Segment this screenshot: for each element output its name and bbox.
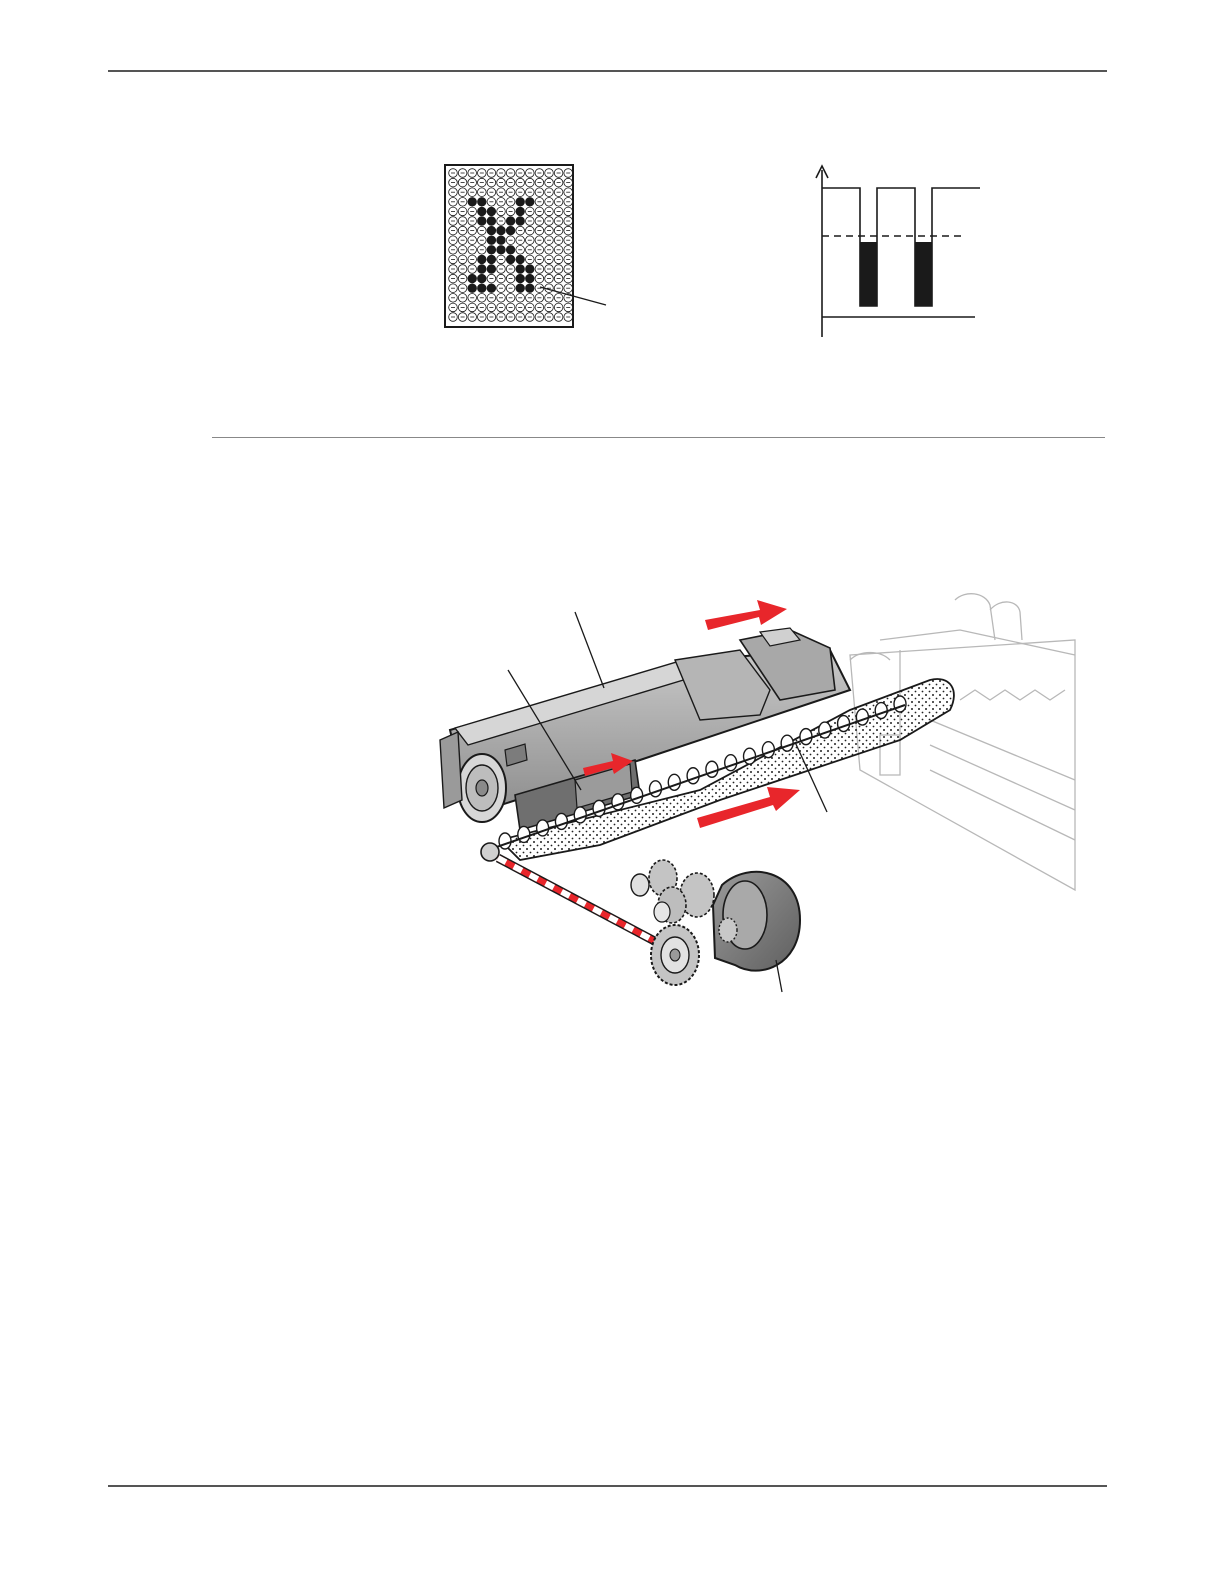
gear-train-icon — [631, 860, 714, 985]
auger-coil — [612, 794, 624, 810]
auger-coil — [894, 696, 906, 712]
auger-coil — [800, 729, 812, 745]
auger-coil — [725, 755, 737, 771]
cartridge-callout-line — [575, 612, 604, 688]
arrow-top-icon — [705, 600, 787, 630]
auger-coil — [875, 703, 887, 719]
auger-coil — [574, 807, 586, 823]
auger-coil — [518, 826, 530, 842]
auger-coil — [631, 787, 643, 803]
auger-coil — [649, 781, 661, 797]
auger-coil — [781, 735, 793, 751]
auger-coil — [744, 748, 756, 764]
auger-coil — [537, 820, 549, 836]
auger-coil — [838, 716, 850, 732]
auger-coil — [593, 800, 605, 816]
auger-coil — [555, 813, 567, 829]
auger-coil — [687, 768, 699, 784]
auger-coil — [819, 722, 831, 738]
auger-coil — [706, 761, 718, 777]
auger-coil — [762, 742, 774, 758]
auger-coil — [668, 774, 680, 790]
drive-link-icon — [498, 858, 662, 945]
drive-motor-icon — [713, 872, 800, 992]
auger-coil — [856, 709, 868, 725]
